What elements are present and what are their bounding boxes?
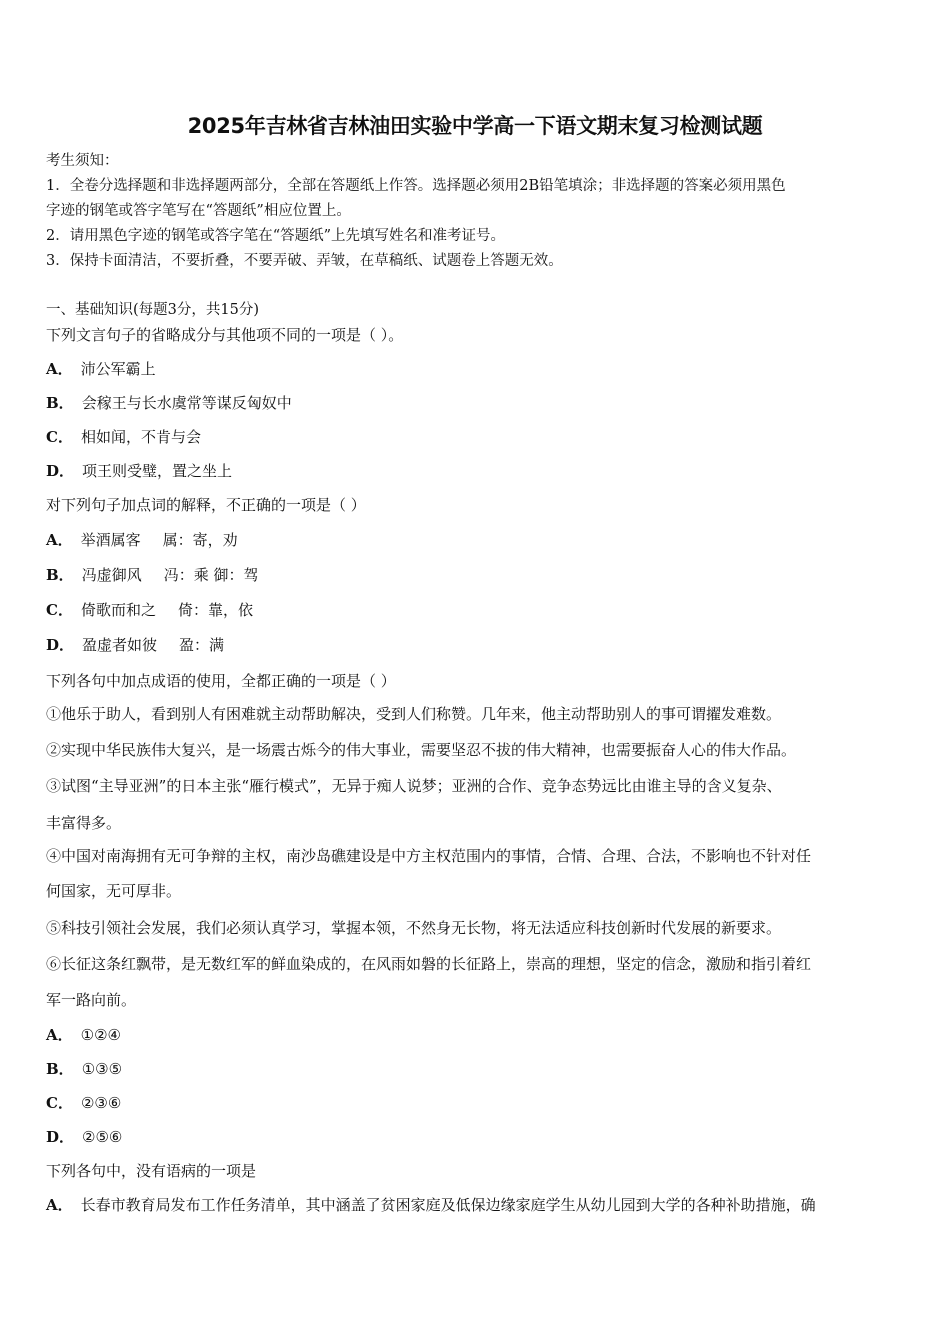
option-c	[46, 599, 253, 621]
option-label: C．	[46, 601, 73, 619]
passage-line: 丰富得多。	[46, 814, 122, 832]
option-text: 倚歌而和之	[80, 601, 156, 619]
option-label: A．	[46, 531, 73, 549]
passage-line: 军一路向前。	[46, 991, 137, 1009]
option-text: 冯虚御风	[81, 566, 142, 584]
option-label: C．	[46, 1094, 73, 1112]
option-note: 属：寄，劝	[162, 531, 238, 549]
option-text: 项王则受璧，置之坐上	[82, 462, 233, 480]
notice-item: 2．请用黑色字迹的钢笔或答字笔在“答题纸”上先填写姓名和准考证号。	[46, 228, 506, 244]
notice-item: 字迹的钢笔或答字笔写在“答题纸”相应位置上。	[46, 203, 351, 219]
option-text: ①③⑤	[81, 1060, 123, 1078]
option-label: D．	[46, 636, 75, 654]
option-text: 举酒属客	[80, 531, 141, 549]
option-label: D．	[46, 462, 75, 480]
option-b	[46, 564, 258, 586]
passage-line: 何国家，无可厚非。	[46, 882, 182, 900]
option-a	[46, 1194, 816, 1216]
question-stem: 下列各句中，没有语病的一项是	[46, 1162, 257, 1180]
option-label: A．	[46, 360, 73, 378]
option-text: ②③⑥	[80, 1094, 122, 1112]
option-a	[46, 1024, 121, 1046]
passage-line: ①他乐于助人，看到别人有困难就主动帮助解决，受到人们称赞。几年来，他主动帮助别人的事可谓擢发难数。	[46, 705, 782, 723]
option-b	[46, 392, 292, 414]
question-stem: 对下列句子加点词的解释，不正确的一项是（ ）	[46, 496, 366, 514]
section-heading: 一、基础知识(每题3分，共15分)	[46, 302, 259, 318]
option-text: 会稼王与长水虞常等谋反匈奴中	[81, 394, 292, 412]
option-label: A．	[46, 1026, 73, 1044]
option-note: 倚：靠，依	[177, 601, 253, 619]
passage-line: ②实现中华民族伟大复兴，是一场震古烁今的伟大事业，需要坚忍不拔的伟大精神，也需要振奋人心的伟大作品。	[46, 741, 797, 759]
option-label: B．	[46, 566, 74, 584]
passage-line: ③试图“主导亚洲”的日本主张“雁行模式”，无异于痴人说梦；亚洲的合作、竞争态势远比由谁主导的含义复杂、	[46, 777, 782, 795]
option-label: A．	[46, 1196, 73, 1214]
option-label: D．	[46, 1128, 75, 1146]
option-c	[46, 426, 201, 448]
option-text: 盈虚者如彼	[82, 636, 158, 654]
option-text: 相如闻，不肯与会	[80, 428, 201, 446]
option-label: B．	[46, 394, 74, 412]
option-b	[46, 1058, 122, 1080]
option-text: 长春市教育局发布工作任务清单，其中涵盖了贫困家庭及低保边缘家庭学生从幼儿园到大学的各种补助措施，确	[80, 1196, 816, 1214]
option-d	[46, 460, 232, 482]
option-a	[46, 358, 156, 380]
passage-line: ⑤科技引领社会发展，我们必须认真学习，掌握本领，不然身无长物，将无法适应科技创新时代发展的新要求。	[46, 919, 782, 937]
option-text: 沛公军霸上	[80, 360, 156, 378]
option-text: ①②④	[80, 1026, 121, 1044]
option-label: B．	[46, 1060, 74, 1078]
question-stem: 下列各句中加点成语的使用，全都正确的一项是（ ）	[46, 672, 396, 690]
passage-line: ④中国对南海拥有无可争辩的主权，南沙岛礁建设是中方主权范围内的事情，合情、合理、合法，不影响也不针对任	[46, 847, 812, 865]
question-stem: 下列文言句子的省略成分与其他项不同的一项是（ ）。	[46, 326, 404, 344]
notice-heading: 考生须知：	[46, 153, 119, 169]
option-note: 冯：乘 御：驾	[163, 566, 259, 584]
passage-line: ⑥长征这条红飘带，是无数红军的鲜血染成的，在风雨如磐的长征路上，崇高的理想，坚定的信念，激励和指引着红	[46, 955, 812, 973]
option-d	[46, 1126, 122, 1148]
notice-item: 1．全卷分选择题和非选择题两部分，全部在答题纸上作答。选择题必须用2B铅笔填涂；非选择题的答案必须用黑色	[46, 178, 786, 194]
notice-item: 3．保持卡面清洁，不要折叠，不要弄破、弄皱，在草稿纸、试题卷上答题无效。	[46, 253, 563, 269]
page-title: 2025年吉林省吉林油田实验中学高一下语文期末复习检测试题	[187, 114, 763, 138]
option-note: 盈：满	[179, 636, 225, 654]
option-d	[46, 634, 224, 656]
option-c	[46, 1092, 121, 1114]
option-a	[46, 529, 238, 551]
option-text: ②⑤⑥	[82, 1128, 123, 1146]
option-label: C．	[46, 428, 73, 446]
